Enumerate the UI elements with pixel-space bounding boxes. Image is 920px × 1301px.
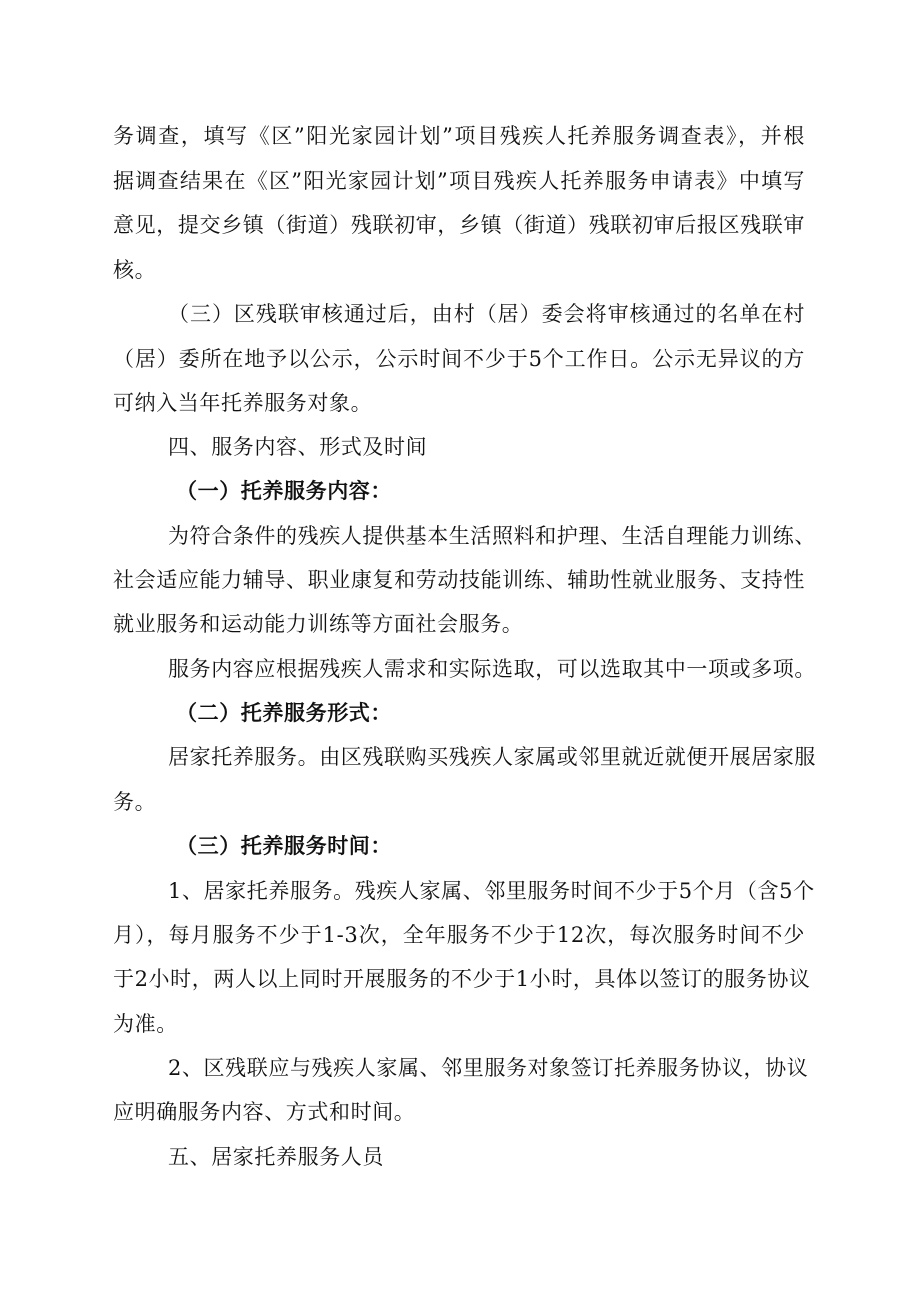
subsection-heading: （二）托养服务形式：: [176, 700, 392, 725]
paragraph-line: 可纳入当年托养服务对象。: [113, 391, 373, 415]
paragraph-line: 为符合条件的残疾人提供基本生活照料和护理、生活自理能力训练、: [168, 524, 816, 548]
paragraph-line: 就业服务和运动能力训练等方面社会服务。: [113, 612, 524, 636]
section-heading: 四、服务内容、形式及时间: [168, 435, 428, 459]
paragraph-line: （三）区残联审核通过后，由村（居）委会将审核通过的名单在村: [168, 302, 805, 326]
paragraph-line: 服务内容应根据残疾人需求和实际选取，可以选取其中一项或多项。: [168, 657, 816, 681]
paragraph-line: 于2小时，两人以上同时开展服务的不少于1小时，具体以签订的服务协议: [113, 967, 811, 991]
paragraph-line: 为准。: [113, 1012, 178, 1036]
subsection-heading: （一）托养服务内容：: [176, 478, 392, 503]
paragraph-line: 1、居家托养服务。残疾人家属、邻里服务时间不少于5个月（含5个: [168, 879, 815, 903]
paragraph-line: 2、区残联应与残疾人家属、邻里服务对象签订托养服务协议，协议: [168, 1056, 809, 1080]
paragraph-line: 应明确服务内容、方式和时间。: [113, 1100, 416, 1124]
paragraph-line: 意见，提交乡镇（街道）残联初审，乡镇（街道）残联初审后报区残联审: [113, 213, 805, 237]
paragraph-line: （居）委所在地予以公示，公示时间不少于5个工作日。公示无异议的方: [113, 347, 805, 371]
paragraph-line: 务调查，填写《区”阳光家园计划”项目残疾人托养服务调查表》，并根: [113, 124, 805, 148]
paragraph-line: 社会适应能力辅导、职业康复和劳动技能训练、辅助性就业服务、支持性: [113, 568, 805, 592]
section-heading: 五、居家托养服务人员: [168, 1145, 384, 1169]
paragraph-line: 核。: [113, 258, 157, 282]
paragraph-line: 据调查结果在《区”阳光家园计划”项目残疾人托养服务申请表》中填写: [113, 169, 805, 193]
paragraph-line: 务。: [113, 790, 157, 814]
subsection-heading: （三）托养服务时间：: [176, 833, 392, 858]
paragraph-line: 居家托养服务。由区残联购买残疾人家属或邻里就近就便开展居家服: [168, 745, 816, 769]
paragraph-line: 月），每月服务不少于1-3次，全年服务不少于12次，每次服务时间不少: [113, 923, 805, 947]
